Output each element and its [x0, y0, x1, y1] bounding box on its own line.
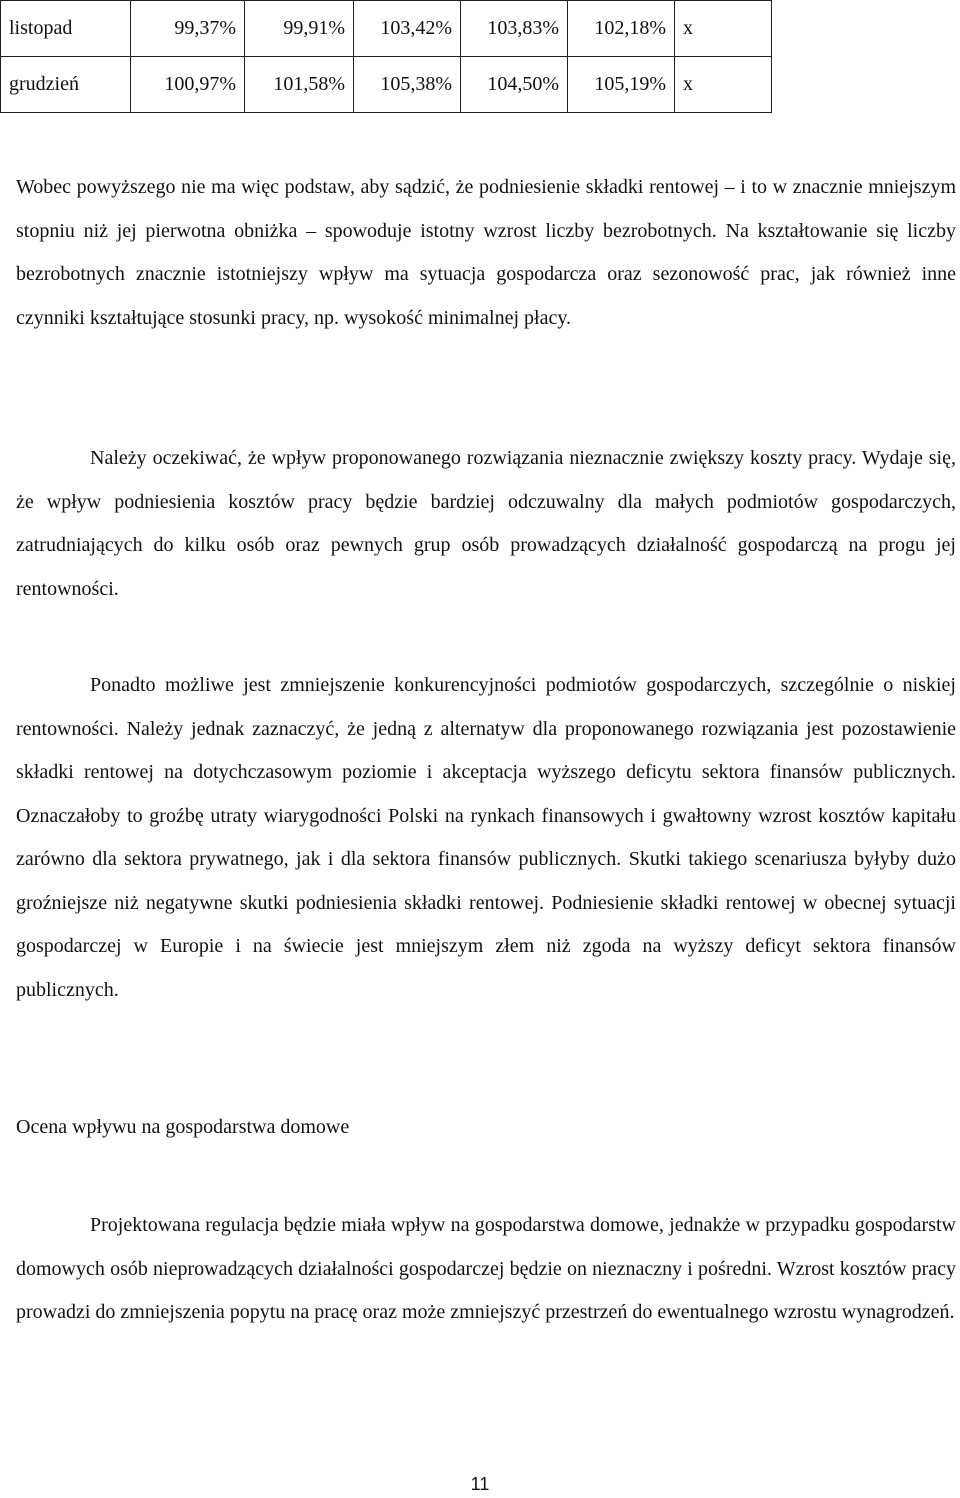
table-cell: 101,58% [245, 57, 354, 113]
page-number: 11 [470, 1474, 490, 1494]
table-cell: 100,97% [131, 57, 245, 113]
paragraph-households: Projektowana regulacja będzie miała wpływ na gospodarstwa domowe, jednakże w przypadku gospodarstw domowych osób nieprowadzących działalności gospodarczej będzie on nieznaczny i pośredni. Wzrost kosztów pracy prowadzi do zmniejszenia popytu na pracę oraz może zmniejszyć przestrzeń do ewentualnego wzrostu wynagrodzeń. [16, 1214, 956, 1323]
paragraph-competitiveness: Ponadto możliwe jest zmniejszenie konkurencyjności podmiotów gospodarczych, szczególnie o niskiej rentowności. Należy jednak zaznaczyć, że jedną z alternatyw dla proponowanego rozwiązania jest pozostawienie składki rentowej na dotychczasowym poziomie i akceptacja wyższego deficytu sektora finansów publicznych. Oznaczałoby to groźbę utraty wiarygodności Polski na rynkach finansowych i gwałtowny wzrost kosztów kapitału zarówno dla sektora prywatnego, jak i dla sektora finansów publicznych. Skutki takiego scenariusza byłyby dużo groźniejsze niż negatywne skutki podniesienia składki rentowej. Podniesienie składki rentowej w obecnej sytuacji gospodarczej w Europie i na świecie jest mniejszym złem niż zgoda na wyższy deficyt sektora finansów publicznych. [16, 674, 956, 1001]
paragraph-unemployment: Wobec powyższego nie ma więc podstaw, aby sądzić, że podniesienie składki rentowej – i to w znacznie mniejszym stopniu niż jej pierwotna obniżka – spowoduje istotny wzrost liczby bezrobotnych. Na kształtowanie się liczby bezrobotnych znacznie istotniejszy wpływ ma sytuacja gospodarcza oraz sezonowość prac, jak również inne czynniki kształtujące stosunki pracy, np. wysokość minimalnej płacy. [16, 176, 956, 329]
table-cell: 104,50% [461, 57, 568, 113]
table-cell: 103,42% [354, 1, 461, 57]
paragraph-labor-costs: Należy oczekiwać, że wpływ proponowanego rozwiązania nieznacznie zwiększy koszty pracy. Wydaje się, że wpływ podniesienia kosztów pracy będzie bardziej odczuwalny dla małych podmiotów gospodarczych, zatrudniających do kilku osób oraz pewnych grup osób prowadzących działalność gospodarczą na progu jej rentowności. [16, 447, 956, 600]
table-cell: 102,18% [568, 1, 675, 57]
table-cell: 99,91% [245, 1, 354, 57]
data-table [0, 0, 772, 113]
row-label: listopad [1, 1, 131, 57]
section-heading: Ocena wpływu na gospodarstwa domowe [16, 1116, 350, 1138]
table-cell: x [675, 1, 772, 57]
table-row [1, 57, 772, 113]
row-label: grudzień [1, 57, 131, 113]
table-cell: 103,83% [461, 1, 568, 57]
table-cell: 105,19% [568, 57, 675, 113]
table-row [1, 1, 772, 57]
table-cell: x [675, 57, 772, 113]
table-cell: 105,38% [354, 57, 461, 113]
table-cell: 99,37% [131, 1, 245, 57]
